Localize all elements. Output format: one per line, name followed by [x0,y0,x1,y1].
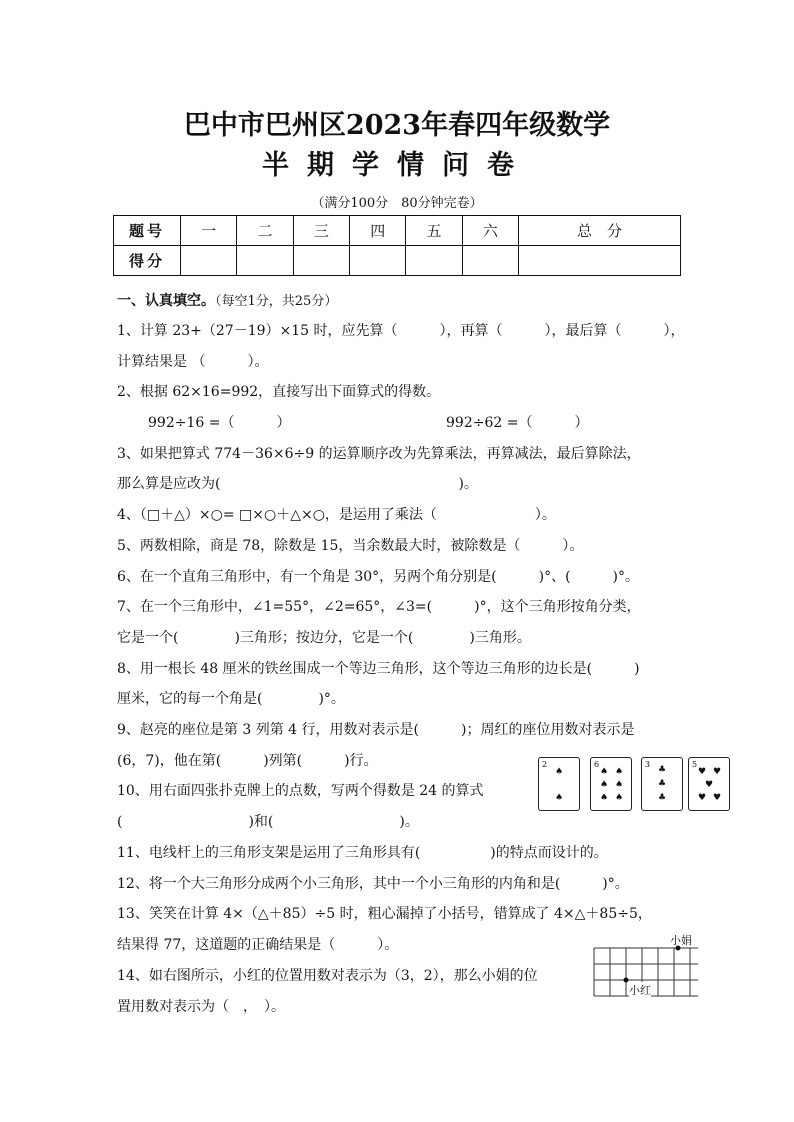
row-label-question-number: 题号 [114,216,181,246]
question-7: 7、在一个三角形中，∠1=55°，∠2=65°，∠3=( )°，这个三角形按角分类， [117,599,641,615]
col-header: 四 [350,216,406,246]
question-2-b: 992÷62 =（ ） [446,415,589,431]
score-table-header-row [114,216,681,246]
title-line-2: 半期学情问卷 [262,150,532,181]
heart-icon: ♥ [713,793,722,803]
question-1: 1、计算 23+（27－19）×15 时，应先算（ ），再算（ ），最后算（ ）， [117,323,685,339]
question-13: 13、笑笑在计算 4×（△＋85）÷5 时，粗心漏掉了小括号，错算成了 4×△＋85÷5， [117,906,652,922]
card-2-spades [538,757,580,811]
question-6: 6、在一个直角三角形中，有一个角是 30°，另两个角分别是( )°、( )°。 [117,569,640,585]
card-6-spades [590,757,632,811]
question-5: 5、两数相除，商是 78，除数是 15，当余数最大时，被除数是（ ）。 [117,538,584,554]
question-9-cont: (6，7)，他在第( )列第( )行。 [117,753,378,769]
question-2: 2、根据 62×16=992，直接写出下面算式的得数。 [117,384,441,400]
col-header: 五 [406,216,462,246]
score-table-score-row [114,246,681,276]
grid-label-xiaohong: 小红 [629,984,651,997]
col-header-total: 总 分 [519,216,681,246]
card-3-clubs [641,757,683,811]
card-rank: 2 [542,760,548,769]
spade-icon: ♠ [555,767,564,777]
club-icon: ♣ [658,779,667,789]
question-4: 4、（□＋△）×○= □×○＋△×○，是运用了乘法（ ）。 [117,507,556,523]
spade-icon: ♠ [615,767,624,777]
score-cell[interactable] [350,246,406,276]
question-3-cont: 那么算是应改为( )。 [117,476,478,492]
score-cell[interactable] [237,246,293,276]
heart-icon: ♥ [705,780,714,790]
subtitle: （满分100分 80分钟完卷） [311,196,483,211]
club-icon: ♣ [658,765,667,775]
section-note: （每空1分，共25分） [215,294,338,309]
card-rank: 3 [645,760,651,769]
score-cell[interactable] [293,246,349,276]
question-14-cont: 置用数对表示为（ ， ）。 [117,999,285,1015]
spade-icon: ♠ [600,767,609,777]
question-10-cont: ( )和( )。 [117,814,419,830]
question-9: 9、赵亮的座位是第 3 列第 4 行，用数对表示是( )；周红的座位用数对表示是 [117,722,635,738]
question-7-cont: 它是一个( )三角形；按边分，它是一个( )三角形。 [117,630,531,646]
xiaohong-dot [624,978,629,983]
question-2-a: 992÷16 =（ ） [148,415,291,431]
question-13-cont: 结果得 77，这道题的正确结果是（ ）。 [117,937,399,953]
col-header: 二 [237,216,293,246]
grid-label-xiaojuan: 小娟 [670,934,692,947]
question-14: 14、如右图所示，小红的位置用数对表示为（3，2），那么小娟的位 [117,968,538,984]
score-cell[interactable] [406,246,462,276]
score-cell-total[interactable] [519,246,681,276]
club-icon: ♣ [658,793,667,803]
question-11: 11、电线杆上的三角形支架是运用了三角形具有( )的特点而设计的。 [117,845,608,861]
question-10: 10、用右面四张扑克牌上的点数，写两个得数是 24 的算式 [117,783,484,799]
section-heading [117,290,337,310]
score-cell[interactable] [181,246,237,276]
question-8-cont: 厘米，它的每一个角是( )°。 [117,691,345,707]
spade-icon: ♠ [555,793,564,803]
card-rank: 5 [692,760,698,769]
heart-icon: ♥ [713,767,722,777]
heart-icon: ♥ [698,767,707,777]
score-cell[interactable] [462,246,518,276]
col-header: 一 [181,216,237,246]
section-title: 一、认真填空。 [117,293,215,309]
card-rank: 6 [594,760,600,769]
question-3: 3、如果把算式 774－36×6÷9 的运算顺序改为先算乘法，再算减法，最后算除法， [117,446,641,462]
spade-icon: ♠ [600,780,609,790]
col-header: 三 [293,216,349,246]
question-8: 8、用一根长 48 厘米的铁丝围成一个等边三角形，这个等边三角形的边长是( ) [117,661,640,677]
seat-grid-figure [592,932,702,1002]
row-label-score: 得分 [114,246,181,276]
heart-icon: ♥ [698,793,707,803]
question-12: 12、将一个大三角形分成两个小三角形，其中一个小三角形的内角和是( )°。 [117,876,629,892]
col-header: 六 [462,216,518,246]
title-line-1: 巴中市巴州区2023年春四年级数学 [183,110,611,141]
spade-icon: ♠ [615,780,624,790]
spade-icon: ♠ [600,793,609,803]
score-table [113,215,681,276]
card-5-hearts [688,757,730,811]
question-1-cont: 计算结果是 （ ）。 [117,354,269,370]
spade-icon: ♠ [615,793,624,803]
